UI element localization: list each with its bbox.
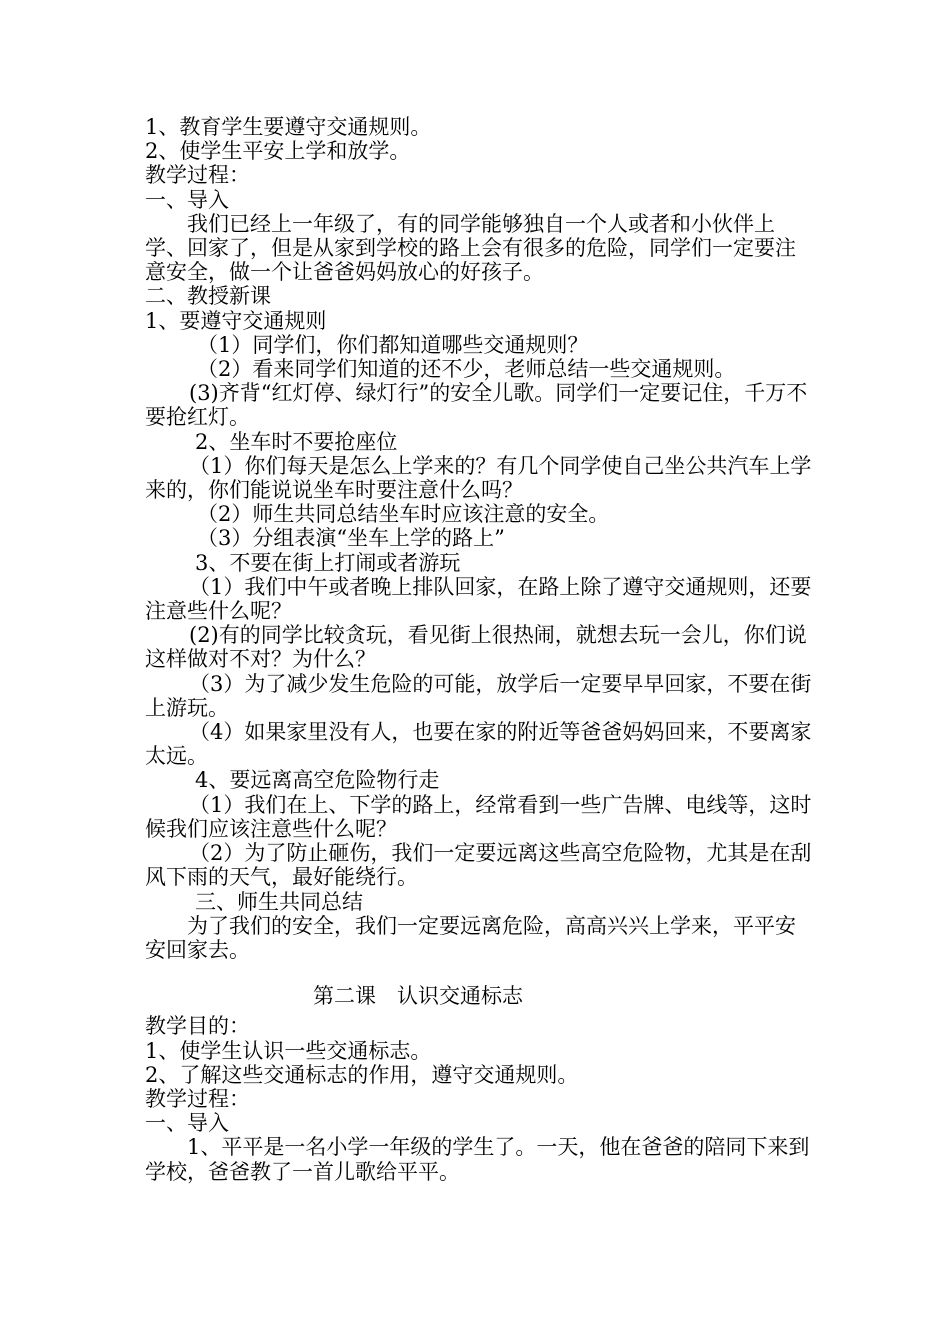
summary-text: 为了我们的安全，我们一定要远离危险，高高兴兴上学来，平平安安回家去。 bbox=[145, 913, 796, 962]
summary-heading: 三、师生共同总结 bbox=[195, 889, 363, 914]
lesson1-intro-heading: 一、导入 bbox=[145, 187, 229, 212]
lesson2-goals-label: 教学目的： bbox=[145, 1014, 250, 1039]
lesson1-goal-2: 2、使学生平安上学和放学。 bbox=[145, 139, 411, 164]
document-body bbox=[145, 115, 815, 1184]
lesson1-intro-text: 我们已经上一年级了，有的同学能够独自一个人或者和小伙伴上学、回家了，但是从家到学校的路上会有很多的危险，同学们一定要注意安全，做一个让爸爸妈妈放心的好孩子。 bbox=[145, 211, 796, 285]
lesson2-goal-1: 1、使学生认识一些交通标志。 bbox=[145, 1038, 432, 1063]
section1-heading: 1、要遵守交通规则 bbox=[145, 308, 327, 333]
lesson1-process-label: 教学过程： bbox=[145, 163, 250, 188]
section4-item-1: （1）我们在上、下学的路上，经常看到一些广告牌、电线等，这时候我们应该注意些什么呢？ bbox=[145, 792, 812, 841]
section1-item-1: （1）同学们，你们都知道哪些交通规则？ bbox=[197, 332, 589, 357]
section2-heading: 2、坐车时不要抢座位 bbox=[195, 429, 398, 454]
lesson2-process-label: 教学过程： bbox=[145, 1086, 250, 1111]
lesson1-new-heading: 二、教授新课 bbox=[145, 284, 271, 309]
section1-item-3: (3)齐背“红灯停、绿灯行”的安全儿歌。同学们一定要记住，千万不要抢红灯。 bbox=[145, 381, 808, 430]
section4-heading: 4、要远离高空危险物行走 bbox=[195, 768, 440, 793]
section2-item-1: （1）你们每天是怎么上学来的？有几个同学使自己坐公共汽车上学来的，你们能说说坐车时要注意什么吗？ bbox=[145, 453, 812, 503]
lesson2-intro-text: 1、平平是一名小学一年级的学生了。一天，他在爸爸的陪同下来到学校，爸爸教了一首儿歌给平平。 bbox=[145, 1135, 810, 1184]
section3-item-4: （4）如果家里没有人，也要在家的附近等爸爸妈妈回来，不要离家太远。 bbox=[145, 720, 812, 769]
section4-item-2: （2）为了防止砸伤，我们一定要远离这些高空危险物，尤其是在刮风下雨的天气，最好能绕行。 bbox=[145, 841, 812, 890]
section2-item-2: （2）师生共同总结坐车时应该注意的安全。 bbox=[197, 502, 610, 527]
lesson2-intro-heading: 一、导入 bbox=[145, 1111, 229, 1136]
lesson1-goal-1: 1、教育学生要遵守交通规则。 bbox=[145, 115, 432, 139]
section3-item-2: (2)有的同学比较贪玩，看见街上很热闹，就想去玩一会儿，你们说这样做对不对？为什么？ bbox=[145, 623, 807, 672]
lesson2-goal-2: 2、了解这些交通标志的作用，遵守交通规则。 bbox=[145, 1062, 579, 1087]
section3-item-3: （3）为了减少发生危险的可能，放学后一定要早早回家，不要在街上游玩。 bbox=[145, 671, 812, 720]
section1-item-2: （2）看来同学们知道的还不少，老师总结一些交通规则。 bbox=[197, 357, 736, 382]
lesson2-title: 第二课 认识交通标志 bbox=[313, 984, 523, 1009]
section2-item-3: （3）分组表演“坐车上学的路上” bbox=[197, 526, 505, 551]
section3-heading: 3、不要在街上打闹或者游玩 bbox=[195, 550, 461, 575]
section3-item-1: （1）我们中午或者晚上排队回家，在路上除了遵守交通规则，还要注意些什么呢？ bbox=[145, 574, 812, 624]
